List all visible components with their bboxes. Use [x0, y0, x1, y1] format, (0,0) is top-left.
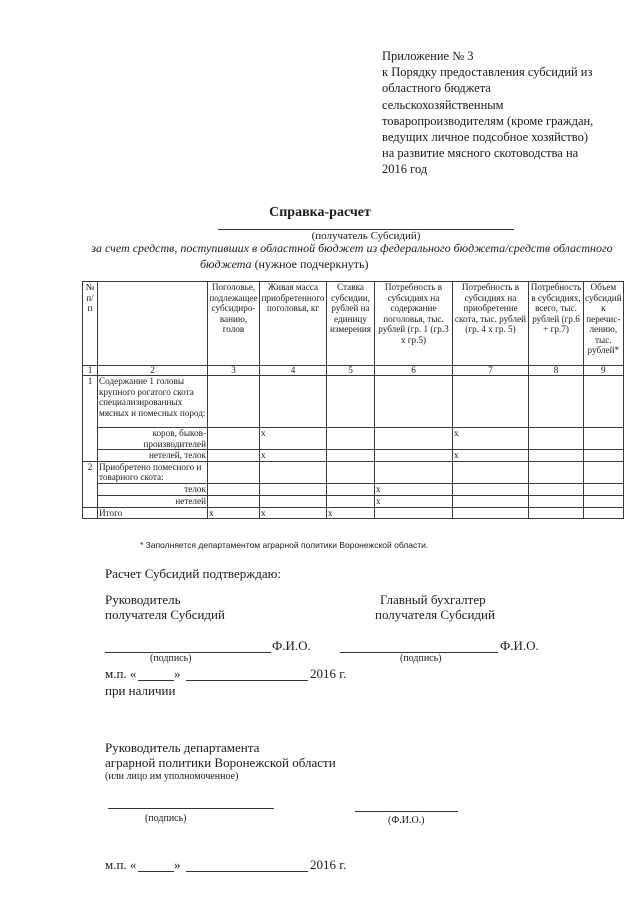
dept-signature-caption: (подпись)	[145, 813, 187, 824]
dept-fio-line	[355, 811, 458, 812]
x-mark: x	[327, 507, 375, 519]
table-row-heifers-acq	[83, 483, 624, 495]
accountant-fio-label: Ф.И.О.	[500, 638, 539, 653]
recipient-caption: (получатель Субсидий)	[311, 230, 421, 242]
table-cell	[208, 483, 260, 495]
table-row-heifers	[83, 450, 624, 462]
table-cell	[584, 461, 624, 483]
table-cell	[529, 376, 584, 428]
table-header-cell: Живая масса приобретенного поголовья, кг	[260, 282, 327, 366]
seal-date-year: 2016 г.	[310, 666, 347, 681]
row-label: Содержание 1 головы крупного рогатого скота специализированных мясных и помесных пород:	[98, 376, 208, 428]
calculation-table	[82, 281, 624, 519]
funding-note: (нужное подчеркнуть)	[254, 257, 369, 271]
row-sublabel: телок	[98, 483, 208, 495]
funding-line-1: за счет средств, поступивших в областной бюджет из федерального бюджета/средств областного	[91, 241, 613, 255]
table-header-cell: Потребность в субсидиях, всего, тыс. рублей (гр.6 + гр.7)	[529, 282, 584, 366]
dept-title-line2: аграрной политики Воронежской области	[105, 755, 336, 770]
row-sublabel: нетелей	[98, 495, 208, 507]
table-cell	[260, 495, 327, 507]
row-sublabel: коров, быков-производителей	[98, 428, 208, 450]
x-mark: x	[375, 495, 453, 507]
accountant-signature-caption: (подпись)	[400, 653, 442, 664]
table-header-row	[83, 282, 624, 366]
total-label: Итого	[98, 507, 208, 519]
table-cell	[584, 450, 624, 462]
table-cell	[327, 461, 375, 483]
day-blank-line	[138, 680, 174, 681]
appendix-line: товаропроизводителям (кроме граждан,	[382, 113, 594, 128]
accountant-title-line1: Главный бухгалтер	[380, 592, 486, 607]
document-title: Справка-расчет	[269, 205, 371, 220]
x-mark: x	[453, 450, 529, 462]
table-cell	[208, 461, 260, 483]
seal-if-any: при наличии	[105, 683, 176, 698]
appendix-line: областного бюджета	[382, 81, 491, 96]
funding-line-2	[200, 257, 369, 272]
table-cell	[260, 376, 327, 428]
footnote: * Заполняется департаментом аграрной политики Воронежской области.	[140, 540, 429, 550]
head-fio-label: Ф.И.О.	[272, 638, 311, 653]
table-cell	[327, 450, 375, 462]
column-number-row	[83, 366, 624, 376]
seal-date-prefix: м.п. «	[105, 666, 137, 681]
funding-budget-word: бюджета	[200, 257, 252, 271]
table-cell	[375, 507, 453, 519]
head-title-line2: получателя Субсидий	[105, 607, 225, 622]
table-cell	[83, 507, 98, 519]
table-cell	[584, 507, 624, 519]
table-cell	[529, 461, 584, 483]
appendix-line: к Порядку предоставления субсидий из	[382, 65, 593, 80]
seal-date-quote: »	[174, 666, 181, 681]
table-cell	[584, 483, 624, 495]
table-cell	[453, 483, 529, 495]
table-cell	[375, 450, 453, 462]
x-mark: x	[260, 507, 327, 519]
confirm-text: Расчет Субсидий подтверждаю:	[105, 566, 281, 581]
column-number: 9	[584, 366, 624, 376]
table-cell	[327, 428, 375, 450]
appendix-line: 2016 год	[382, 162, 428, 177]
appendix-line: на развитие мясного скотоводства на	[382, 146, 579, 161]
column-number: 6	[375, 366, 453, 376]
x-mark: x	[453, 428, 529, 450]
table-cell	[260, 483, 327, 495]
table-header-cell: Потребность в субсидиях на приобретение скота, тыс. рублей (гр. 4 х гр. 5)	[453, 282, 529, 366]
table-cell	[584, 428, 624, 450]
x-mark: x	[375, 483, 453, 495]
dept-signature-line	[108, 808, 274, 809]
row-number: 1	[83, 376, 98, 462]
table-row-cows	[83, 428, 624, 450]
dept-seal-year: 2016 г.	[310, 857, 347, 872]
dept-title-line3: (или лицо им уполномоченное)	[105, 771, 239, 782]
column-number: 5	[327, 366, 375, 376]
table-row-maintenance	[83, 376, 624, 428]
table-cell	[453, 376, 529, 428]
x-mark: x	[260, 428, 327, 450]
table-cell	[327, 483, 375, 495]
x-mark: x	[260, 450, 327, 462]
table-cell	[208, 376, 260, 428]
table-header-cell: Потребность в субсидиях на содержание поголовья, тыс. рублей (гр. 1 (гр.3 х гр.5)	[375, 282, 453, 366]
column-number: 1	[83, 366, 98, 376]
row-sublabel: нетелей, телок	[98, 450, 208, 462]
appendix-line: сельскохозяйственным	[382, 97, 504, 112]
column-number: 2	[98, 366, 208, 376]
table-cell	[584, 376, 624, 428]
table-cell	[453, 495, 529, 507]
head-signature-caption: (подпись)	[150, 653, 192, 664]
dept-day-blank-line	[138, 871, 174, 872]
appendix-line: Приложение № 3	[382, 49, 474, 63]
table-cell	[529, 483, 584, 495]
dept-seal-prefix: м.п. «	[105, 857, 137, 872]
table-header-cell: № п/ п	[83, 282, 98, 366]
table-cell	[529, 450, 584, 462]
month-blank-line	[186, 680, 308, 681]
table-header-cell: Ставка субсидии, рублей на единицу измерения	[327, 282, 375, 366]
table-cell	[375, 428, 453, 450]
column-number: 8	[529, 366, 584, 376]
table-header-cell	[98, 282, 208, 366]
table-cell	[375, 376, 453, 428]
table-row-acquisition	[83, 461, 624, 483]
table-header-cell: Объем субсидий к перечис-лению, тыс. рублей*	[584, 282, 624, 366]
table-cell	[453, 461, 529, 483]
dept-title-line1: Руководитель департамента	[105, 740, 260, 755]
column-number: 7	[453, 366, 529, 376]
appendix-header	[382, 48, 622, 178]
x-mark: x	[208, 507, 260, 519]
table-cell	[260, 461, 327, 483]
column-number: 3	[208, 366, 260, 376]
table-cell	[327, 495, 375, 507]
accountant-title-line2: получателя Субсидий	[375, 607, 495, 622]
appendix-line: ведущих личное подсобное хозяйство)	[382, 130, 588, 145]
table-row-nonparous-acq	[83, 495, 624, 507]
table-cell	[453, 507, 529, 519]
dept-month-blank-line	[186, 871, 308, 872]
dept-seal-quote: »	[174, 857, 181, 872]
table-cell	[584, 495, 624, 507]
row-number: 2	[83, 461, 98, 507]
table-cell	[327, 376, 375, 428]
table-cell	[529, 495, 584, 507]
row-label: Приобретено помесного и товарного скота:	[98, 461, 208, 483]
dept-fio-caption: (Ф.И.О.)	[388, 815, 425, 826]
table-cell	[208, 450, 260, 462]
table-row-total	[83, 507, 624, 519]
table-cell	[375, 461, 453, 483]
head-title-line1: Руководитель	[105, 592, 181, 607]
table-cell	[208, 495, 260, 507]
column-number: 4	[260, 366, 327, 376]
table-cell	[529, 507, 584, 519]
table-cell	[529, 428, 584, 450]
table-header-cell: Поголовье, подлежащее субсидиро-ванию, голов	[208, 282, 260, 366]
table-cell	[208, 428, 260, 450]
